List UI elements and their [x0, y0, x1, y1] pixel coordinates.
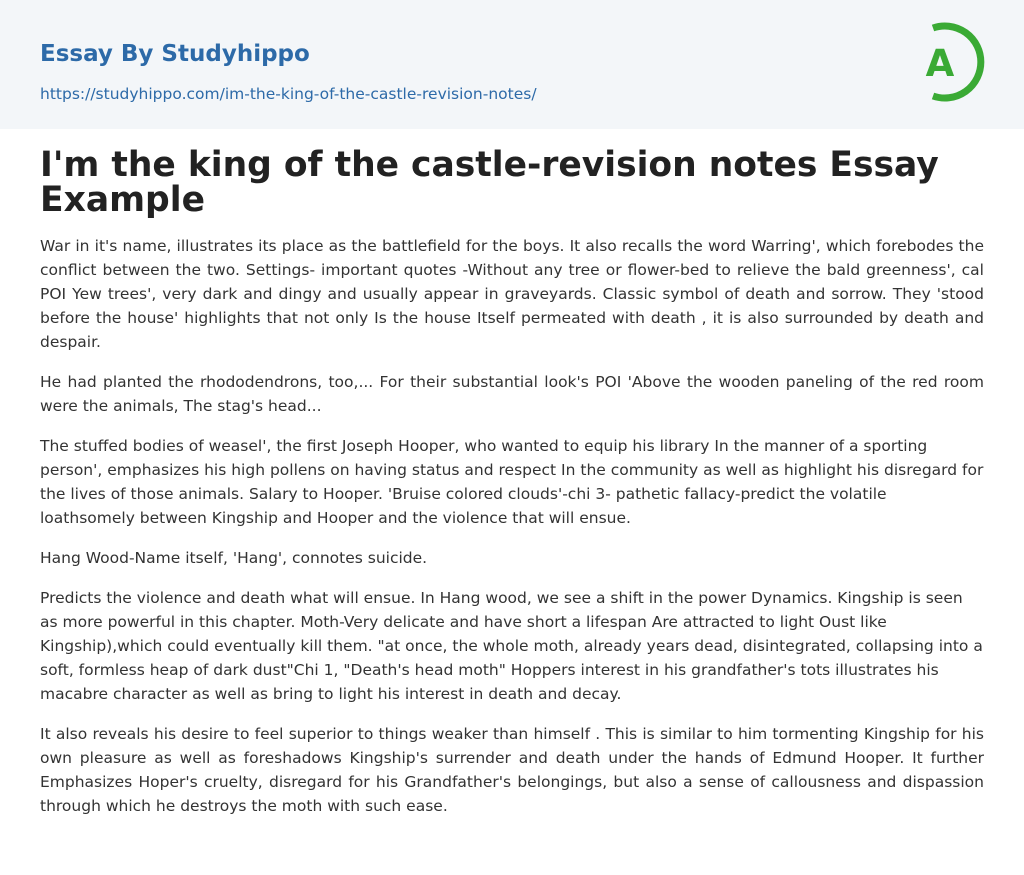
essay-paragraph: It also reveals his desire to feel superior to things weaker than himself . This is similar to him tormenting Kingship for his own pleasure as well as foreshadows Kingship's surrender and death under the hands of Edmund Hooper. It further Emphasizes Hoper's cruelty, disregard for his Grandfather's belongings, but also a sense of callousness and dispassion through which he destroys the moth with such ease.: [40, 725, 984, 815]
essay-body: [40, 234, 984, 834]
essay-paragraph: The stuffed bodies of weasel', the first Joseph Hooper, who wanted to equip his library In the manner of a sporting person', emphasizes his high pollens on having status and respect In the community as well as highlight his disregard for the lives of those animals. Salary to Hooper. 'Bruise colored clouds'-chi 3- pathetic fallacy-predict the volatile loathsomely between Kingship and Hooper and the violence that will ensue.: [40, 437, 984, 527]
essay-paragraph: He had planted the rhododendrons, too,... For their substantial look's POI 'Above the wooden paneling of the red room were the animals, The stag's head...: [40, 373, 984, 415]
site-brand[interactable]: Essay By Studyhippo: [40, 41, 310, 67]
essay-title: I'm the king of the castle-revision notes Essay Example: [40, 145, 939, 220]
page-url-link[interactable]: https://studyhippo.com/im-the-king-of-the-castle-revision-notes/: [40, 85, 537, 103]
essay-paragraph: Predicts the violence and death what will ensue. In Hang wood, we see a shift in the power Dynamics. Kingship is seen as more powerful in this chapter. Moth-Very delicate and have short a lifespan Are attracted to light Oust like Kingship),which could eventually kill them. "at once, the whole moth, already years dead, disintegrated, collapsing into a soft, formless heap of dark dust"Chi 1, "Death's head moth" Hoppers interest in his grandfather's tots illustrates his macabre character as well as bring to light his interest in death and decay.: [40, 589, 983, 703]
essay-paragraph: Hang Wood-Name itself, 'Hang', connotes suicide.: [40, 549, 428, 567]
essay-paragraph: War in it's name, illustrates its place as the battlefield for the boys. It also recalls the word Warring', which forebodes the conflict between the two. Settings- important quotes -Without any tree or flower-bed to relieve the bald greenness', cal POI Yew trees', very dark and dingy and usually appear in graveyards. Classic symbol of death and sorrow. They 'stood before the house' highlights that not only Is the house Itself permeated with death , it is also surrounded by death and despair.: [40, 237, 984, 351]
site-header: [0, 0, 1024, 129]
logo-icon[interactable]: [911, 18, 987, 106]
logo-letter: A: [925, 42, 955, 85]
